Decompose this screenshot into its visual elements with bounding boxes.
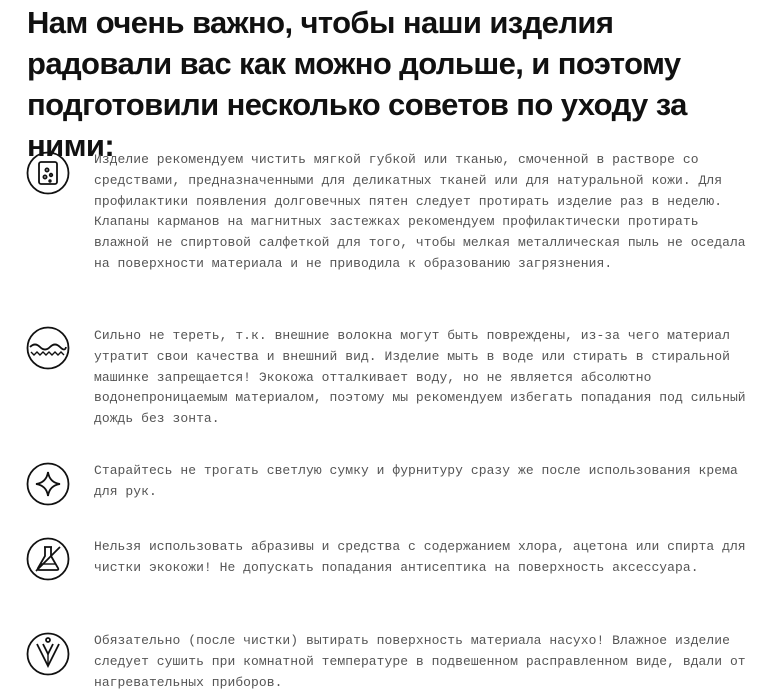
tip-text: Изделие рекомендуем чистить мягкой губкой или тканью, смоченной в растворе со средствами, предназначенными для деликатных тканей или для натуральной кожи. Для профилактики появления долговечных пятен следует протирать изделие раз в неделю. Клапаны карманов на магнитных застежках рекомендуем профилактически протирать влажной не спиртовой салфеткой для того, чтобы мелкая металлическая пыль не оседала на поверхности материала и не приводила к образованию загрязнения. [94,152,746,271]
tip-text: Сильно не тереть, т.к. внешние волокна могут быть повреждены, из-за чего материал утратит свои качества и внешний вид. Изделие мыть в воде или стирать в стиральной машинке запрещается! Экокожа отталкивает воду, но не является абсолютно водонепроницаемым материалом, поэтому мы рекомендуем избегать попадания под сильный дождь без зонта. [94,328,746,427]
hanger-icon [26,632,70,676]
tip-text: Обязательно (после чистки) вытирать поверхность материала насухо! Влажное изделие следует сушить при комнатной температуре в подвешенном расправленном виде, вдали от нагревательных приборов. [94,633,746,690]
tip-text: Старайтесь не трогать светлую сумку и фурнитуру сразу же после использования крема для рук. [94,463,738,499]
page-title: Нам очень важно, чтобы наши изделия радовали вас как можно дольше, и поэтому подготовили несколько советов по уходу за ними: [27,5,687,163]
sponge-icon [26,151,70,195]
sparkle-icon [26,462,70,506]
flask-icon [26,537,70,581]
tip-text: Нельзя использовать абразивы и средства с содержанием хлора, ацетона или спирта для чистки экокожи! Не допускать попадания антисептика на поверхность аксессуара. [94,539,746,575]
water-wave-icon [26,326,70,370]
